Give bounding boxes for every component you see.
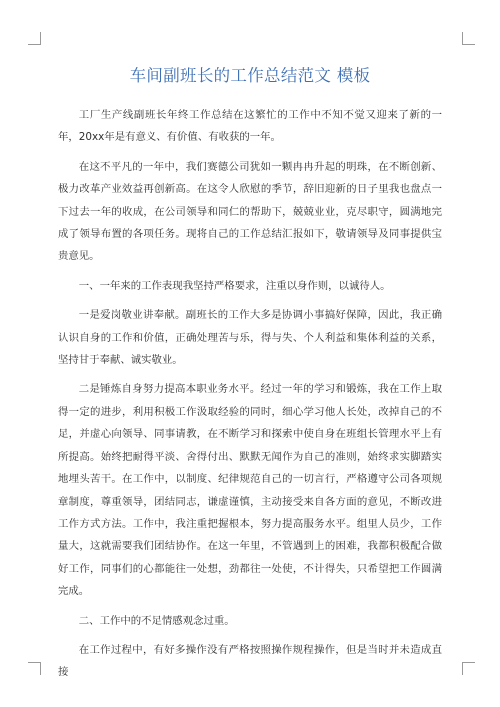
section-heading-performance: 一、一年来的工作表现我坚持严格要求，注重以身作则，以诚待人。 (78, 279, 391, 292)
crop-mark-bottom-right (462, 662, 475, 675)
paragraph-overview: 在这不平凡的一年中，我们赛德公司犹如一颗冉冉升起的明珠，在不断创新、极力改革产业效益再创新高。在这令人欣慰的季节，辞旧迎新的日子里我也盘点一下过去一年的收成，在公司领导和同仁的帮助下，兢兢业业，克尽职守，圆满地完成了领导布置的各项任务。现将自己的工作总结汇报如下，敬请领导及同事提供宝贵意见。 (58, 160, 442, 263)
document-title: 车间副班长的工作总结范文 模板 (129, 66, 371, 85)
paragraph-intro: 工厂生产线副班长年终工作总结在这繁忙的工作中不知不觉又迎来了新的一年，20xx年是有意义、有价值、有收获的一年。 (58, 109, 442, 144)
crop-mark-top-left (28, 32, 41, 45)
paragraph-improvement: 二是锤炼自身努力提高本职业务水平。经过一年的学习和锻炼，我在工作上取得一定的进步，利用积极工作汲取经验的同时，细心学习他人长处，改掉自己的不足，并虚心向领导、同事请教，在不断学习和探索中使自身在班组长管理水平上有所提高。始终把耐得平淡、舍得付出、默默无闻作为自己的准则，始终求实脚踏实地埋头苦干。在工作中，以制度、纪律规范自己的一切言行，严格遵守公司各项规章制度，尊重领导，团结同志，谦虚谨慎，主动接受来自各方面的意见，不断改进工作方式方法。工作中，我注重把握根本，努力提高服务水平。组里人员少，工作量大，这就需要我们团结协作。在这一年里，不管遇到上的困难，我都积极配合做好工作，同事们的心都能往一处想，劲都往一处使，不计得失，只希望把工作圆满完成。 (58, 383, 442, 598)
paragraph-dedication: 一是爱岗敬业讲奉献。副班长的工作大多是协调小事搞好保障，因此，我正确认识自身的工作和价值，正确处理苦与乐，得与失、个人利益和集体利益的关系，坚持甘于奉献、诚实敬业。 (58, 309, 442, 367)
crop-mark-bottom-left (28, 662, 41, 675)
crop-mark-top-right (462, 32, 475, 45)
section-heading-shortcomings: 二、工作中的不足情感观念过重。 (78, 614, 235, 627)
document-body (58, 104, 442, 691)
paragraph-operations: 在工作过程中，有好多操作没有严格按照操作规程操作，但是当时并未造成直接 (58, 643, 442, 679)
